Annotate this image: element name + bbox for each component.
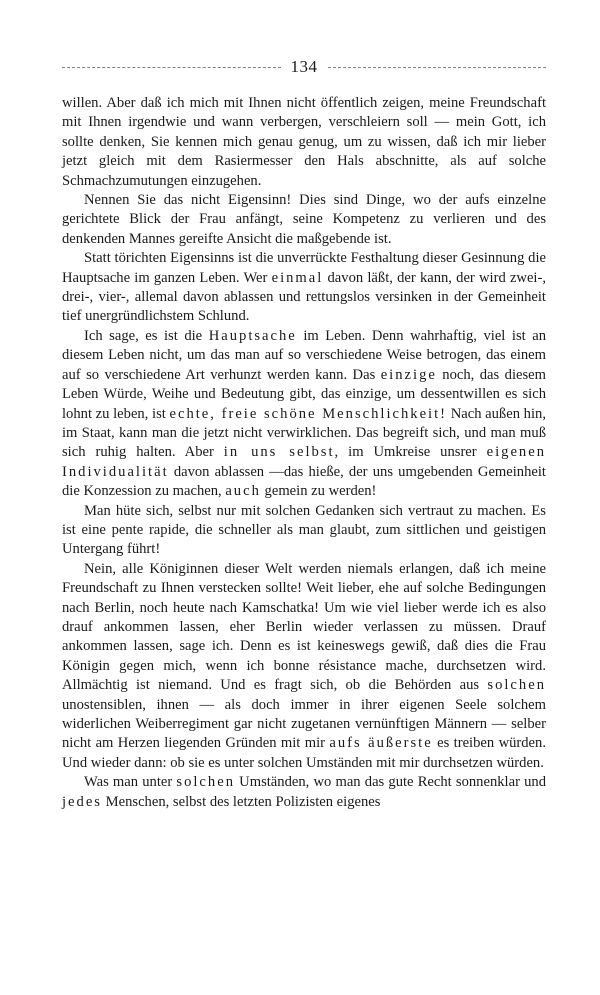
spaced-emphasis-text: jedes: [62, 793, 102, 810]
spaced-emphasis-text: in uns selbst: [223, 444, 335, 461]
spaced-emphasis-text: aufs äußerste: [329, 735, 433, 752]
paragraph: [62, 773, 546, 812]
paragraph: [62, 94, 546, 191]
text-segment: Menschen, selbst des letzten Polizisten eigenes: [102, 793, 381, 810]
paragraph: [62, 560, 546, 773]
text-segment: willen. Aber daß ich mich mit Ihnen nicht öffentlich zeigen, meine Freundschaft mit Ihnen irgendwie und wann verbergen, verschleiern soll — mein Gott, ich sollte denken, Sie kennen mich genau genug, um zu wissen, daß ich mir lieber jetzt gleich mit dem Rasiermesser den Hals abschnitte, als auf solche Schmachzumutungen einzugehen.: [62, 95, 546, 189]
text-segment: gemein zu werden!: [260, 483, 377, 500]
text-segment: Nein, alle Königinnen dieser Welt werden niemals erlangen, daß ich meine Freundschaft zu Ihnen verstecken sollte! Weit lieber, ehe auf solche Bedingungen nach Berlin, noch heute nach Kamschatka! Um wie viel lieber werde ich es also drauf ankommen lassen, eher Berlin wieder verlassen zu müssen. Drauf ankommen lassen, sage ich. Denn es ist keineswegs gewiß, daß dies die Frau Königin gegen mich, wenn ich bonne résistance mache, durchsetzen wird. Allmächtig ist niemand. Und es fragt sich, ob die Behörden aus: [62, 560, 546, 694]
text-segment: , im Umkreise unsrer: [334, 444, 487, 461]
spaced-emphasis-text: solchen: [487, 677, 546, 694]
text-segment: davon läßt, der kann, der wird zwei-, drei-, vier-, allemal davon ablassen und rettungslos versinken in der Gemeinheit tief unergründlichstem Schlund.: [62, 269, 546, 325]
paragraph: [62, 191, 546, 249]
spaced-emphasis-text: echte, freie schöne Menschlichkeit!: [169, 405, 448, 422]
body-text: [62, 94, 546, 812]
text-segment: Ich sage, es ist die: [84, 327, 209, 344]
paragraph: [62, 327, 546, 502]
text-segment: davon ablassen —das hieße, der uns umgebenden Gemeinheit die Konzession zu machen,: [62, 463, 546, 500]
spaced-emphasis-text: einzige: [380, 366, 437, 383]
text-segment: im Leben. Denn wahrhaftig, viel ist an diesem Leben nicht, um das man auf so verschiedene Weise betrogen, das einem auf so verschiedene Art verhunzt werden kann. Das: [62, 327, 546, 383]
paragraph: [62, 502, 546, 560]
text-segment: es treiben würden. Und wieder dann: ob sie es unter solchen Umständen mit mir durchsetzen würden.: [62, 735, 546, 771]
book-page: [62, 52, 546, 812]
text-segment: Umständen, wo man das gute Recht sonnenklar und: [235, 774, 547, 791]
text-segment: Statt törichten Eigensinns ist die unverrückte Festhaltung dieser Gesinnung die Hauptsache im ganzen Leben. Wer: [62, 250, 546, 286]
page-number: 134: [290, 57, 318, 76]
text-segment: Nennen Sie das nicht Eigensinn! Dies sind Dinge, wo der aufs einzelne gerichtete Blick der Frau anfängt, seine Kompetenz zu verlieren und des denkenden Mannes gereifte Ansicht die maßgebende ist.: [62, 192, 546, 247]
text-segment: noch, das diesem Leben Würde, Weihe und Bedeutung gibt, das einzige, um dessentwillen es sich lohnt zu leben, ist: [62, 366, 546, 422]
paragraph: [62, 249, 546, 327]
spaced-emphasis-text: eigenen Individualität: [62, 444, 546, 480]
text-segment: Nach außen hin, im Staat, kann man die jetzt nicht verwirklichen. Das begreift sich, und man muß sich ruhig halten. Aber: [62, 405, 546, 461]
spaced-emphasis-text: solchen: [176, 774, 235, 791]
page-header: [62, 52, 546, 82]
text-segment: Man hüte sich, selbst nur mit solchen Gedanken sich vertraut zu machen. Es ist eine pente rapide, die schneller als man glaubt, zum sittlichen und geistigen Untergang führt!: [62, 502, 546, 558]
text-segment: Was man unter: [84, 774, 177, 791]
spaced-emphasis-text: Hauptsache: [208, 327, 297, 344]
spaced-emphasis-text: einmal: [271, 269, 324, 286]
text-segment: unostensiblen, ihnen — als doch immer in ihrer eigenen Seele solchem widerlichen Weiberregiment gar nicht zugetanen vernünftigen Männern — selber nicht am Herzen liegenden Gründen mit mir: [62, 696, 546, 752]
header-rule-right: [328, 67, 547, 68]
header-rule-left: [62, 67, 281, 68]
spaced-emphasis-text: auch: [225, 483, 261, 500]
